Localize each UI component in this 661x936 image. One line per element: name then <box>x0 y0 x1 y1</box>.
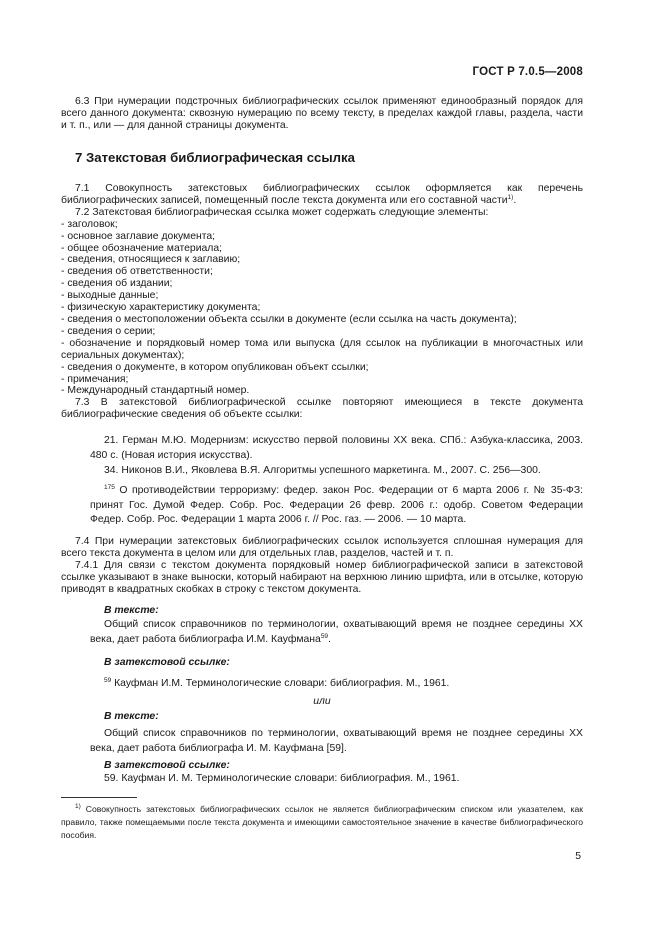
document-code: ГОСТ Р 7.0.5—2008 <box>472 66 583 78</box>
example-text: О противодействии терроризму: федер. закон Рос. Федерации от 6 марта 2006 г. № 35-ФЗ: принят Гос. Думой Федер. Собр. Рос. Федерации 26 февр. 2006 г.: одобр. Советом Федерации Федер. Собр. Рос. Федерации 1 марта 2006 г. // Рос. газ. — 2006. — 10 марта. <box>90 485 583 526</box>
list-item: - физическую характеристику документа; <box>61 302 261 314</box>
example-ref-34: 34. Никонов В.И., Яковлева В.Я. Алгоритмы успешного маркетинга. М., 2007. С. 256—300. <box>104 465 541 476</box>
list-item: - примечания; <box>61 373 129 385</box>
ref-example-2: 59. Кауфман И. М. Терминологические словари: библиография. М., 1961. <box>104 773 460 784</box>
footnote <box>61 803 583 843</box>
in-text-label-2: В тексте: <box>104 711 159 722</box>
list-item: - выходные данные; <box>61 290 159 302</box>
ref-label: В затекстовой ссылке: <box>104 657 230 668</box>
list-item: - общее обозначение материала; <box>61 242 223 254</box>
list-item: - сведения о документе, в котором опубликован объект ссылки; <box>61 361 369 373</box>
list-item: - Международный стандартный номер. <box>61 385 250 397</box>
example-end: . <box>328 633 331 645</box>
in-text-example-1 <box>90 618 583 647</box>
paragraph-7-2: 7.2 Затекстовая библиографическая ссылка может содержать следующие элементы: <box>75 206 489 218</box>
paragraph-text: 6.3 При нумерации подстрочных библиографических ссылок применяют единообразный порядок для всего данного документа: сквозную нумерацию по всему тексту, в пределах каждой главы, раздела, части и т. п., или — для данной страницы документа. <box>61 96 583 131</box>
example-ref-21: 21. Герман М.Ю. Модернизм: искусство первой половины XX века. СПб.: Азбука-классика, 2003. 480 с. (Новая история искусства). <box>90 435 583 461</box>
paragraph-7-4-1: 7.4.1 Для связи с текстом документа порядковый номер библиографической записи в затекстовой ссылке указывают в знаке выноски, который набирают на верхнюю линию шрифта, или в отсылке, которую приводят в квадратных скобках в строку с текстом документа. <box>61 559 583 595</box>
in-text-example-2: Общий список справочников по терминологии, охватывающий время не позднее середины XX века, дает работа библиографа И. М. Кауфмана [59]. <box>90 728 583 754</box>
list-item: - заголовок; <box>61 218 118 230</box>
list-item: - сведения об ответственности; <box>61 266 213 278</box>
list-item: - сведения, относящиеся к заглавию; <box>61 254 241 266</box>
example-text: Общий список справочников по терминологии, охватывающий время не позднее середины XX века, дает работа библиографа И.М. Кауфмана <box>90 619 583 645</box>
page-number: 5 <box>575 851 581 862</box>
footnote-text: Совокупность затекстовых библиографических ссылок не является библиографическим списком или указателем, как правило, также помещаемыми после текста документа и имеющими самостоятельное значение в качестве библиографического пособия. <box>61 804 583 841</box>
list-item: - сведения об издании; <box>61 278 173 290</box>
footnote-marker: 59 <box>104 677 112 684</box>
paragraph-7-3: 7.3 В затекстовой библиографической ссылке повторяют имеющиеся в тексте документа библиографические сведения об объекте ссылки: <box>61 397 583 421</box>
list-item: - основное заглавие документа; <box>61 230 216 242</box>
paragraph-6-3 <box>61 96 583 132</box>
footnote-marker: 1) <box>507 193 514 201</box>
paragraph-end: . <box>513 194 517 206</box>
footnote-marker: 59 <box>320 632 329 640</box>
example-text: Кауфман И.М. Терминологические словари: библиография. М., 1961. <box>111 678 450 689</box>
ref-example-1 <box>104 677 583 692</box>
elements-list <box>61 219 583 398</box>
in-text-label: В тексте: <box>104 605 159 616</box>
or-separator: или <box>313 696 331 707</box>
footnote-marker: 1) <box>75 803 81 810</box>
footnote-divider <box>61 797 137 798</box>
paragraph-7-4: 7.4 При нумерации затекстовых библиографических ссылок используется сплошная нумерация для всего текста документа в целом или для отдельных глав, разделов, частей и т. п. <box>61 536 583 559</box>
section-7-body <box>61 183 583 421</box>
list-item: - обозначение и порядковый номер тома или выпуска (для ссылок на публикации в многочастных или сериальных документах); <box>61 337 583 361</box>
section-7-4 <box>61 536 583 596</box>
ref-label-2: В затекстовой ссылке: <box>104 760 230 771</box>
paragraph-7-1 <box>61 183 583 207</box>
paragraph-text: 7.1 Совокупность затекстовых библиографических ссылок оформляется как перечень библиографических записей, помещенный после текста документа или его составной части <box>61 183 583 206</box>
section-heading: 7 Затекстовая библиографическая ссылка <box>75 150 355 165</box>
example-ref-175 <box>90 484 583 528</box>
footnote-marker: 175 <box>104 484 115 491</box>
list-item: - сведения о местоположении объекта ссылки в документе (если ссылка на часть документа); <box>61 313 517 325</box>
list-item: - сведения о серии; <box>61 325 156 337</box>
